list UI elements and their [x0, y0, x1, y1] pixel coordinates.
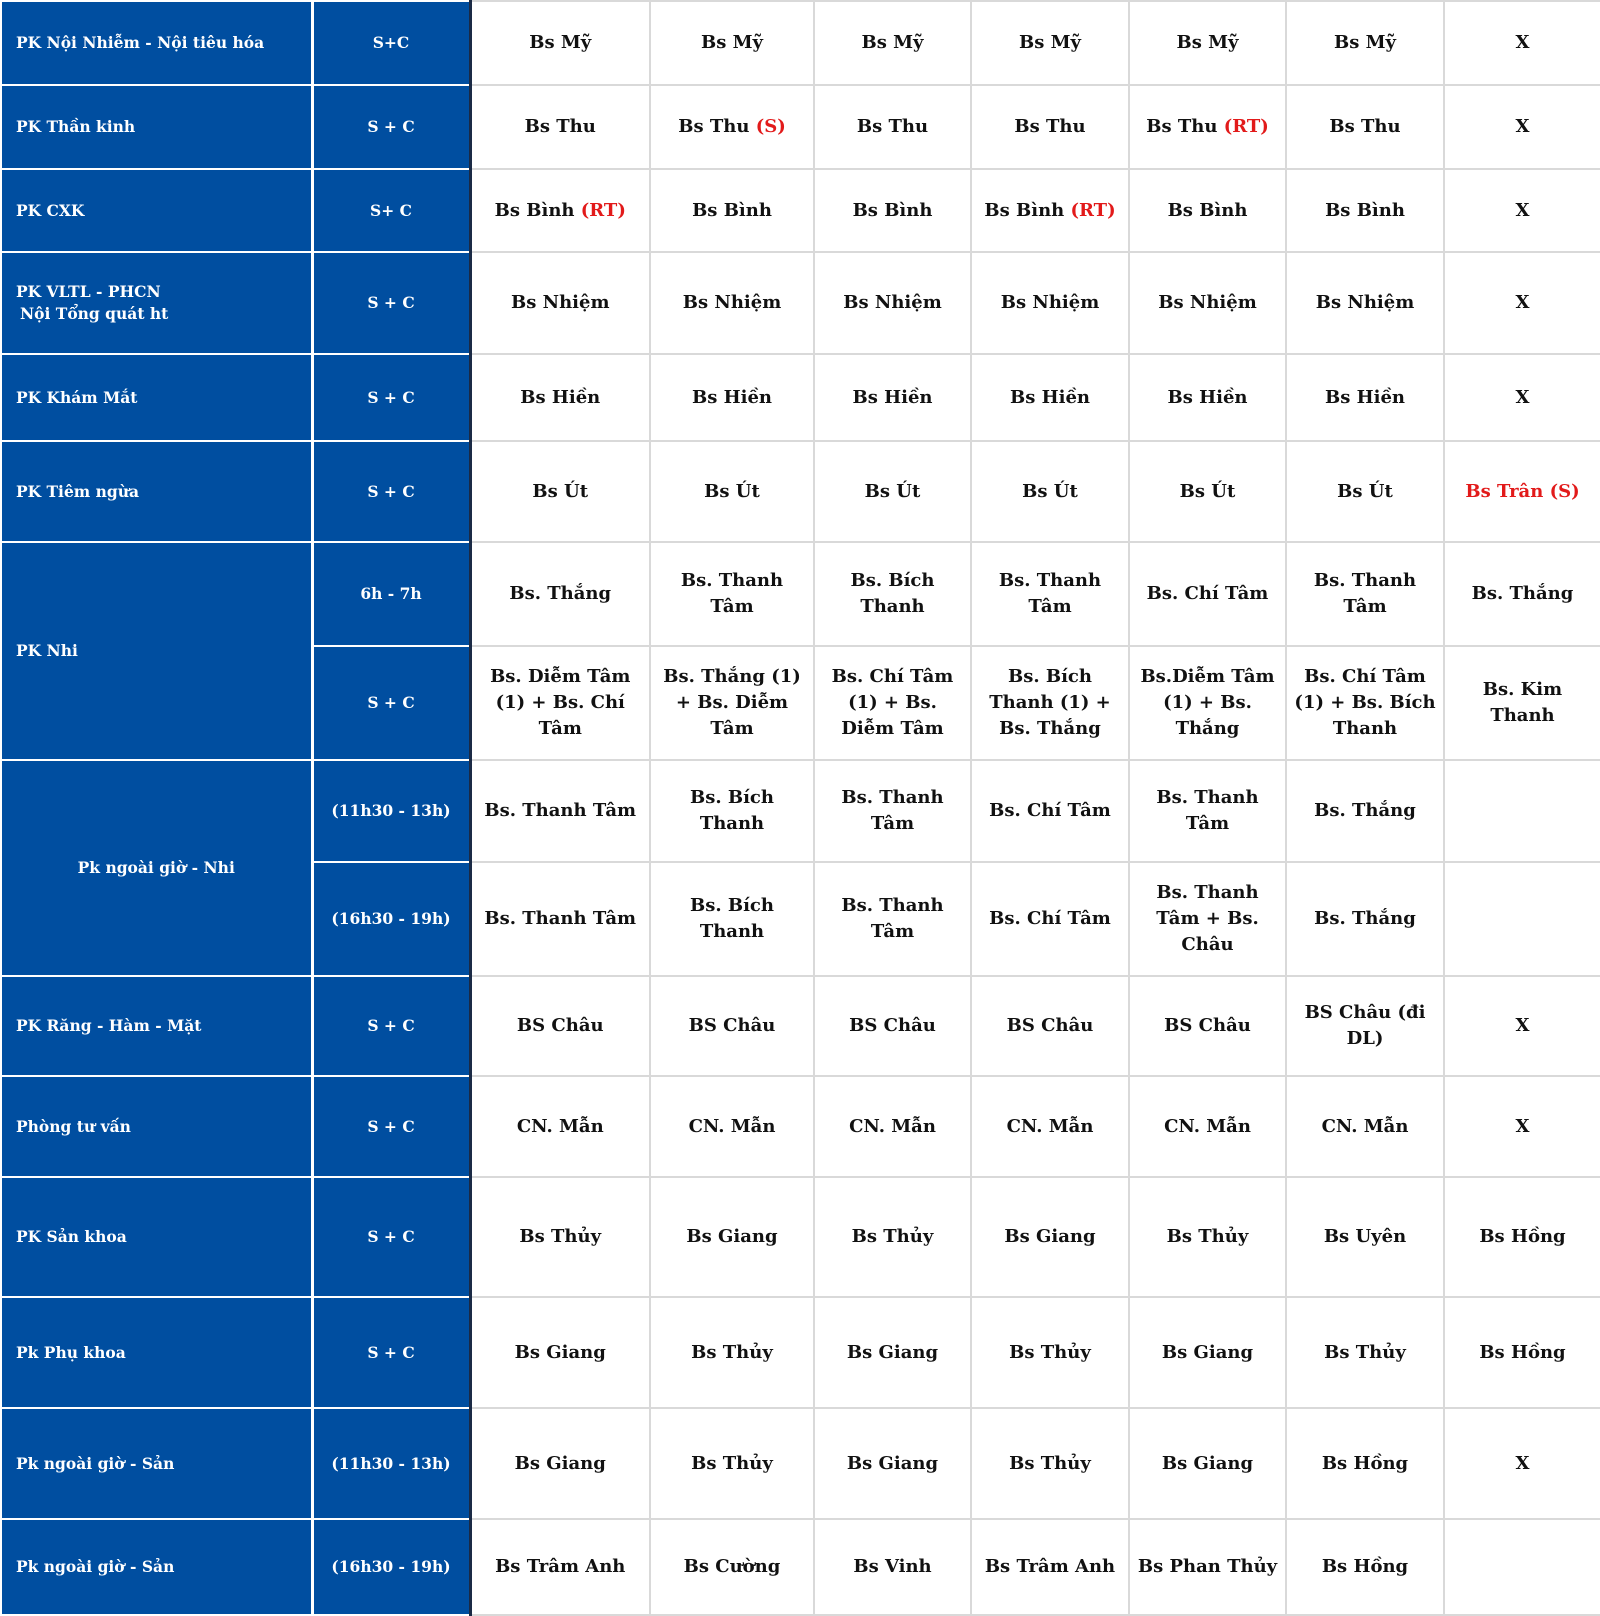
schedule-cell [1129, 646, 1286, 760]
shift-cell: S + C [312, 441, 470, 542]
schedule-cell [1129, 354, 1286, 441]
note-red: (RT) [1070, 199, 1116, 221]
schedule-cell [650, 862, 814, 976]
doctor-name: BS Châu [849, 1015, 936, 1036]
doctor-name: Bs. Chí Tâm [1146, 583, 1269, 604]
doctor-name: Bs. Chí Tâm [989, 908, 1111, 929]
schedule-cell [971, 1, 1129, 85]
table-row [1, 760, 1600, 862]
doctor-name: Bs. Bích Thanh (1) + Bs. Thắng [989, 666, 1111, 739]
schedule-cell [650, 169, 814, 252]
schedule-cell [1286, 441, 1444, 542]
doctor-name: Bs Hồng [1321, 1452, 1409, 1474]
table-row [1, 1408, 1600, 1519]
schedule-cell [1444, 169, 1600, 252]
doctor-name: X [1515, 116, 1530, 137]
shift-cell: S + C [312, 976, 470, 1076]
doctor-name: Bs Mỹ [1176, 32, 1239, 53]
schedule-cell [1129, 760, 1286, 862]
doctor-name: Bs. Thanh Tâm + Bs. Châu [1156, 882, 1259, 955]
schedule-cell [650, 85, 814, 169]
schedule-cell [470, 542, 650, 646]
schedule-cell [814, 1076, 971, 1177]
schedule-cell [1129, 441, 1286, 542]
shift-cell: S + C [312, 1076, 470, 1177]
dept-cell: PK Nhi [1, 542, 312, 760]
schedule-cell [814, 85, 971, 169]
schedule-cell [1129, 1408, 1286, 1519]
doctor-name: Bs. Bích Thanh [690, 895, 774, 942]
schedule-cell [1286, 646, 1444, 760]
schedule-cell [470, 169, 650, 252]
schedule-cell [470, 252, 650, 354]
doctor-name: X [1515, 1115, 1530, 1137]
table-row [1, 1, 1600, 85]
schedule-cell [814, 1177, 971, 1297]
shift-cell: S + C [312, 1177, 470, 1297]
schedule-cell [814, 354, 971, 441]
schedule-cell [470, 1297, 650, 1408]
doctor-name: X [1515, 386, 1530, 408]
schedule-cell [650, 1, 814, 85]
doctor-name: BS Châu [1164, 1015, 1251, 1036]
schedule-cell [971, 1076, 1129, 1177]
dept-cell: Pk ngoài giờ - Sản [1, 1408, 312, 1519]
schedule-cell [470, 1519, 650, 1615]
schedule-cell [814, 646, 971, 760]
shift-cell: S + C [312, 646, 470, 760]
schedule-cell [971, 169, 1129, 252]
doctor-name: Bs. Thanh Tâm [484, 800, 637, 821]
schedule-cell [470, 1408, 650, 1519]
schedule-cell [470, 1, 650, 85]
schedule-cell [1444, 85, 1600, 169]
doctor-name: Bs Thủy [1009, 1341, 1091, 1363]
doctor-name: CN. Mẫn [688, 1115, 776, 1137]
doctor-name: Bs Giang [1161, 1341, 1254, 1363]
table-row [1, 1076, 1600, 1177]
doctor-name: Bs Nhiệm [511, 292, 610, 313]
doctor-name: Bs Thủy [851, 1226, 934, 1247]
doctor-name: Bs Thủy [691, 1452, 773, 1474]
schedule-cell [1286, 1, 1444, 85]
shift-cell: S + C [312, 1297, 470, 1408]
doctor-name: Bs Thủy [691, 1341, 773, 1363]
dept-cell: PK Răng - Hàm - Mặt [1, 976, 312, 1076]
schedule-cell [814, 976, 971, 1076]
schedule-cell [1286, 1519, 1444, 1615]
schedule-cell [971, 646, 1129, 760]
schedule-cell [1444, 1519, 1600, 1615]
schedule-cell [650, 441, 814, 542]
doctor-name: Bs Giang [514, 1452, 606, 1474]
doctor-name: Bs Thủy [519, 1226, 602, 1247]
schedule-cell [1129, 252, 1286, 354]
schedule-cell [1444, 760, 1600, 862]
doctor-name: Bs Út [1022, 480, 1078, 502]
schedule-cell [1444, 1177, 1600, 1297]
dept-cell: Pk ngoài giờ - Nhi [1, 760, 312, 976]
doctor-name: Bs Hiền [1167, 386, 1248, 408]
doctor-name: X [1515, 1452, 1530, 1474]
schedule-cell [1129, 169, 1286, 252]
doctor-name: Bs. Thắng [1314, 908, 1416, 929]
schedule-cell [1129, 1, 1286, 85]
schedule-cell [971, 760, 1129, 862]
doctor-name: Bs. Chí Tâm (1) + Bs. Bích Thanh [1294, 666, 1436, 739]
schedule-cell [470, 1177, 650, 1297]
schedule-cell [1129, 1519, 1286, 1615]
doctor-name: Bs Trâm Anh [984, 1556, 1116, 1577]
schedule-cell [1286, 354, 1444, 441]
schedule-cell [1129, 1177, 1286, 1297]
schedule-cell [650, 1076, 814, 1177]
doctor-name: Bs Nhiệm [1315, 292, 1415, 313]
doctor-name: Bs Thu [1014, 116, 1086, 137]
doctor-name: Bs. Bích Thanh [850, 570, 935, 617]
doctor-name: Bs. Diễm Tâm (1) + Bs. Chí Tâm [490, 666, 631, 739]
doctor-name: Bs. Thanh Tâm [680, 570, 784, 617]
dept-line: PK VLTL - PHCN [16, 282, 161, 301]
doctor-name: BS Châu [516, 1015, 604, 1036]
schedule-cell [470, 441, 650, 542]
schedule-cell [971, 1519, 1129, 1615]
doctor-name: Bs Nhiệm [843, 292, 942, 313]
schedule-cell [650, 646, 814, 760]
note-red: (RT) [1223, 116, 1269, 137]
doctor-name: Bs Thu [524, 116, 596, 137]
dept-line: Nội Tổng quát ht [20, 304, 169, 323]
schedule-cell [470, 85, 650, 169]
doctor-name: Bs Thu [856, 116, 929, 137]
doctor-name: Bs Út [1179, 480, 1236, 502]
schedule-cell [1444, 252, 1600, 354]
schedule-cell [1129, 976, 1286, 1076]
schedule-cell [1444, 1408, 1600, 1519]
doctor-name: Bs Út [864, 480, 921, 502]
note-red: (S) [755, 116, 786, 137]
schedule-cell [650, 760, 814, 862]
doctor-name: X [1515, 1015, 1530, 1036]
schedule-cell [814, 1, 971, 85]
doctor-name: Bs Giang [1004, 1226, 1096, 1247]
doctor-name: Bs Nhiệm [1158, 292, 1257, 313]
schedule-cell [470, 354, 650, 441]
shift-cell: 6h - 7h [312, 542, 470, 646]
schedule-cell [1444, 1, 1600, 85]
schedule-cell [1444, 441, 1600, 542]
doctor-name: Bs Hiền [852, 386, 933, 408]
doctor-name: X [1515, 292, 1530, 313]
doctor-name: Bs Hiền [1010, 386, 1090, 408]
table-row [1, 252, 1600, 354]
dept-cell: PK Tiêm ngừa [1, 441, 312, 542]
table-row [1, 85, 1600, 169]
schedule-cell [1129, 1297, 1286, 1408]
doctor-name: Bs Mỹ [861, 32, 924, 53]
shift-cell: (11h30 - 13h) [312, 1408, 470, 1519]
doctor-name: Bs. Chí Tâm (1) + Bs. Diễm Tâm [831, 666, 954, 739]
table-row [1, 542, 1600, 646]
doctor-name: Bs. Thanh Tâm [841, 895, 944, 942]
doctor-name: Bs Thủy [1324, 1341, 1406, 1363]
doctor-name: Bs Thủy [1009, 1452, 1091, 1474]
table-row [1, 976, 1600, 1076]
schedule-cell [1286, 760, 1444, 862]
dept-cell: PK Sản khoa [1, 1177, 312, 1297]
doctor-name: Bs Bình [494, 199, 581, 221]
schedule-cell [470, 862, 650, 976]
table-row [1, 1177, 1600, 1297]
shift-cell: (11h30 - 13h) [312, 760, 470, 862]
schedule-cell [1286, 252, 1444, 354]
doctor-name: Bs. Thanh Tâm [841, 787, 944, 834]
schedule-cell [650, 1519, 814, 1615]
dept-cell [1, 252, 312, 354]
dept-cell: PK Thần kinh [1, 85, 312, 169]
dept-cell: Pk ngoài giờ - Sản [1, 1519, 312, 1615]
doctor-name: Bs Nhiệm [1000, 292, 1100, 313]
schedule-cell [470, 760, 650, 862]
doctor-name: Bs. Thắng [1314, 800, 1416, 821]
doctor-name: Bs Út [532, 480, 589, 502]
schedule-cell [971, 354, 1129, 441]
doctor-name: Bs Mỹ [529, 32, 592, 53]
schedule-cell [1444, 1297, 1600, 1408]
schedule-cell [814, 252, 971, 354]
table-row [1, 441, 1600, 542]
doctor-name: CN. Mẫn [1321, 1115, 1409, 1137]
doctor-name: Bs Hiền [520, 386, 601, 408]
schedule-cell [650, 542, 814, 646]
schedule-cell [1444, 646, 1600, 760]
schedule-cell [1286, 1408, 1444, 1519]
doctor-name: Bs Thu [1329, 116, 1401, 137]
doctor-name: Bs Thủy [1166, 1226, 1249, 1247]
table-row [1, 1297, 1600, 1408]
schedule-cell [650, 252, 814, 354]
doctor-name: Bs. Kim Thanh [1482, 679, 1563, 726]
schedule-cell [814, 1297, 971, 1408]
doctor-name: Bs Hiền [692, 386, 772, 408]
schedule-cell [1286, 1297, 1444, 1408]
schedule-cell [1129, 85, 1286, 169]
schedule-cell [1444, 542, 1600, 646]
doctor-name: Bs Út [1337, 480, 1393, 502]
dept-cell: PK Khám Mắt [1, 354, 312, 441]
dept-cell: PK CXK [1, 169, 312, 252]
doctor-name: Bs. Chí Tâm [989, 800, 1111, 821]
doctor-name: Bs Thu [678, 116, 756, 137]
doctor-name: Bs. Thắng (1) + Bs. Diễm Tâm [663, 666, 801, 739]
doctor-name: Bs Vinh [853, 1556, 932, 1577]
doctor-name: Bs Mỹ [701, 32, 763, 53]
doctor-name: Bs. Thanh Tâm [484, 908, 637, 929]
schedule-cell [1286, 862, 1444, 976]
schedule-cell [650, 354, 814, 441]
schedule-cell [814, 1408, 971, 1519]
doctor-name: Bs Hồng [1479, 1226, 1566, 1247]
table-row [1, 169, 1600, 252]
schedule-cell [971, 542, 1129, 646]
doctor-name: Bs. Thắng [509, 583, 612, 604]
doctor-name: Bs.Diễm Tâm (1) + Bs. Thắng [1140, 666, 1275, 739]
schedule-cell [971, 441, 1129, 542]
schedule-cell [1286, 169, 1444, 252]
doctor-name: X [1515, 199, 1530, 221]
schedule-cell [971, 252, 1129, 354]
doctor-name: Bs Bình [692, 199, 772, 221]
doctor-name: Bs Hiền [1325, 386, 1405, 408]
schedule-cell [1286, 976, 1444, 1076]
doctor-name: Bs Bình [1167, 199, 1248, 221]
note-red: Bs Trân (S) [1465, 480, 1580, 502]
schedule-cell [814, 542, 971, 646]
doctor-name: CN. Mẫn [516, 1115, 604, 1137]
table-row [1, 354, 1600, 441]
doctor-name: Bs Cường [683, 1556, 781, 1577]
doctor-name: Bs Nhiệm [682, 292, 782, 313]
schedule-cell [1286, 1076, 1444, 1177]
doctor-name: Bs Hồng [1479, 1341, 1566, 1363]
schedule-cell [814, 169, 971, 252]
doctor-name: Bs Thu [1146, 116, 1224, 137]
schedule-cell [971, 85, 1129, 169]
doctor-name: Bs Mỹ [1019, 32, 1081, 53]
doctor-name: BS Châu (đi DL) [1304, 1002, 1426, 1049]
dept-cell: Phòng tư vấn [1, 1076, 312, 1177]
doctor-name: Bs Mỹ [1334, 32, 1396, 53]
schedule-cell [971, 1177, 1129, 1297]
note-red: (RT) [580, 199, 626, 221]
doctor-name: Bs Giang [846, 1341, 939, 1363]
schedule-cell [1129, 1076, 1286, 1177]
doctor-name: Bs Bình [984, 199, 1071, 221]
schedule-cell [1444, 862, 1600, 976]
doctor-name: Bs. Thanh Tâm [998, 570, 1102, 617]
shift-cell: S + C [312, 354, 470, 441]
doctor-name: Bs Giang [846, 1452, 939, 1474]
schedule-cell [1129, 862, 1286, 976]
schedule-cell [814, 862, 971, 976]
schedule-cell [971, 976, 1129, 1076]
dept-cell: PK Nội Nhiễm - Nội tiêu hóa [1, 1, 312, 85]
doctor-name: CN. Mẫn [1164, 1115, 1251, 1137]
dept-cell: Pk Phụ khoa [1, 1297, 312, 1408]
shift-cell: S+ C [312, 169, 470, 252]
schedule-cell [814, 760, 971, 862]
shift-cell: S+C [312, 1, 470, 85]
schedule-cell [1444, 1076, 1600, 1177]
schedule-cell [470, 646, 650, 760]
schedule-cell [814, 1519, 971, 1615]
schedule-cell [650, 1408, 814, 1519]
doctor-name: Bs Giang [1161, 1452, 1254, 1474]
doctor-name: Bs. Thắng [1471, 583, 1574, 604]
doctor-name: Bs Út [704, 480, 760, 502]
doctor-name: Bs Giang [686, 1226, 778, 1247]
schedule-cell [1286, 85, 1444, 169]
schedule-cell [1286, 542, 1444, 646]
schedule-cell [470, 976, 650, 1076]
doctor-name: Bs Hồng [1321, 1556, 1409, 1577]
doctor-name: X [1515, 32, 1530, 53]
schedule-cell [1286, 1177, 1444, 1297]
shift-cell: (16h30 - 19h) [312, 862, 470, 976]
schedule-cell [1444, 976, 1600, 1076]
doctor-name: BS Châu [688, 1015, 776, 1036]
table-row [1, 1519, 1600, 1615]
doctor-name: Bs. Bích Thanh [690, 787, 774, 834]
doctor-name: Bs Giang [514, 1341, 606, 1363]
doctor-name: Bs. Thanh Tâm [1156, 787, 1259, 834]
doctor-name: CN. Mẫn [849, 1115, 936, 1137]
schedule-cell [1129, 542, 1286, 646]
schedule-cell [650, 1297, 814, 1408]
schedule-cell [971, 1297, 1129, 1408]
schedule-cell [650, 1177, 814, 1297]
schedule-cell [814, 441, 971, 542]
schedule-cell [1444, 354, 1600, 441]
shift-cell: S + C [312, 252, 470, 354]
doctor-name: Bs Bình [852, 199, 933, 221]
doctor-name: Bs. Thanh Tâm [1313, 570, 1417, 617]
doctor-name: Bs Uyên [1323, 1226, 1407, 1247]
doctor-name: Bs Trâm Anh [495, 1556, 626, 1577]
schedule-cell [470, 1076, 650, 1177]
doctor-name: CN. Mẫn [1006, 1115, 1094, 1137]
schedule-cell [971, 862, 1129, 976]
doctor-name: Bs Phan Thủy [1137, 1556, 1278, 1577]
doctor-name: BS Châu [1006, 1015, 1094, 1036]
schedule-cell [650, 976, 814, 1076]
shift-cell: S + C [312, 85, 470, 169]
schedule-cell [971, 1408, 1129, 1519]
doctor-name: Bs Bình [1325, 199, 1405, 221]
shift-cell: (16h30 - 19h) [312, 1519, 470, 1615]
